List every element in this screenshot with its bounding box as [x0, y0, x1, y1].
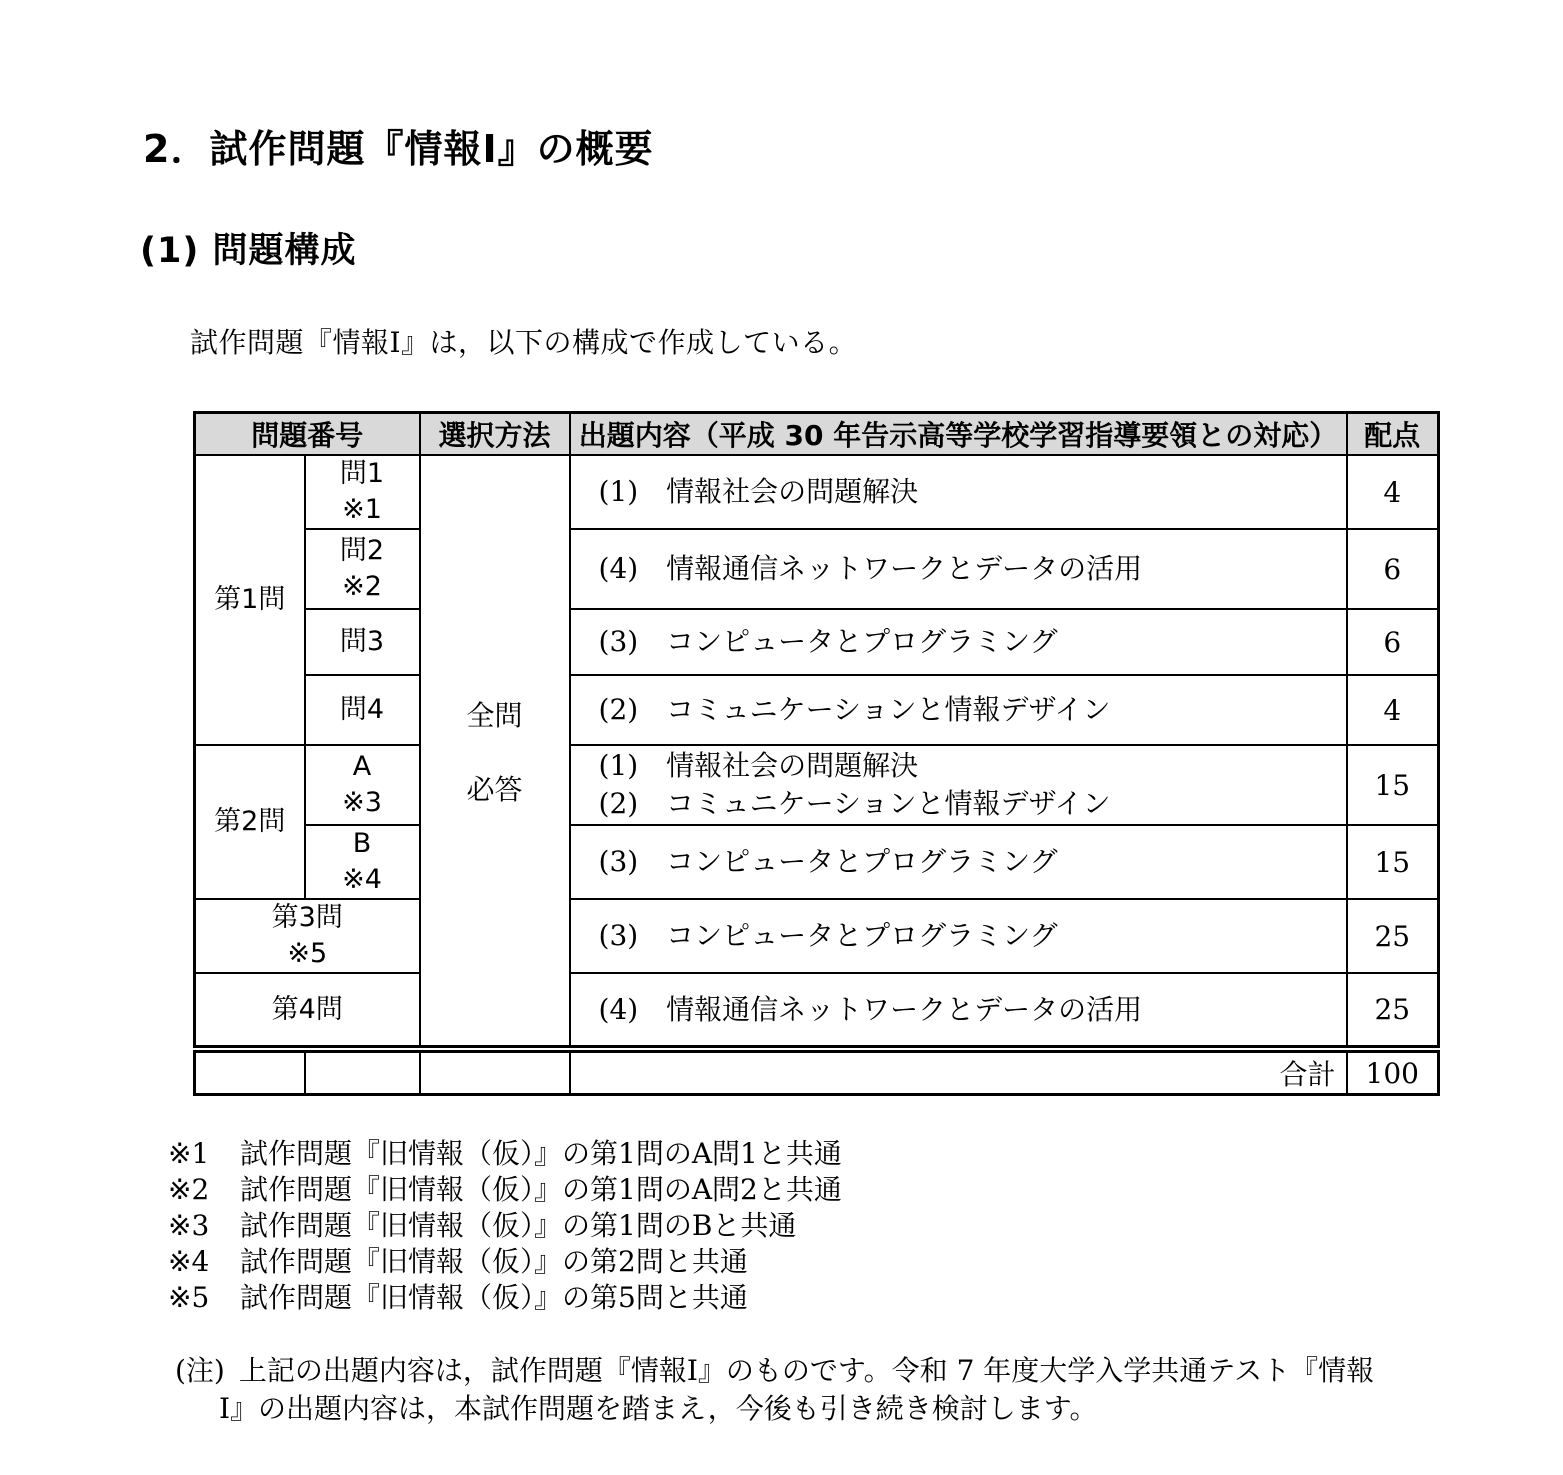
footnote-text: 試作問題『旧情報（仮）』の第2問と共通 [240, 1245, 748, 1278]
caution-label: (注) [175, 1354, 225, 1387]
total-label: 合計 [570, 1049, 1347, 1095]
footnote-5 [168, 1280, 1563, 1316]
footnote-1 [168, 1136, 1563, 1172]
caution-line1 [175, 1352, 1563, 1390]
col-header-selection-method: 選択方法 [420, 413, 570, 456]
content-cell: (2) コミュニケーションと情報デザイン [570, 675, 1347, 745]
question-structure-table [193, 411, 1440, 1096]
sub-question-note-ref: ※3 [342, 787, 382, 818]
points-cell: 6 [1347, 609, 1439, 675]
col-header-content: 出題内容（平成 30 年告示高等学校学習指導要領との対応） [570, 413, 1347, 456]
footnotes [168, 1136, 1563, 1316]
points-cell: 6 [1347, 529, 1439, 609]
content-cell: (1) 情報社会の問題解決 [570, 455, 1347, 529]
subsection-heading: (1) 問題構成 [140, 231, 357, 271]
content-cell [570, 745, 1347, 825]
points-cell: 4 [1347, 675, 1439, 745]
group-cell-question3 [195, 899, 420, 973]
footnote-3 [168, 1208, 1563, 1244]
content-cell: (4) 情報通信ネットワークとデータの活用 [570, 529, 1347, 609]
empty-cell [420, 1049, 570, 1095]
group-note-ref: ※5 [287, 938, 328, 969]
selection-method-cell [420, 455, 570, 1049]
footnote-text: 試作問題『旧情報（仮）』の第5問と共通 [240, 1281, 748, 1314]
total-points: 100 [1347, 1049, 1439, 1095]
sub-question-label: B [352, 828, 372, 859]
table-row [195, 455, 1439, 529]
table-row [195, 825, 1439, 899]
section-heading: 2．試作問題『情報Ⅰ』の概要 [143, 127, 654, 171]
caution-note [175, 1352, 1563, 1428]
sub-question-note-ref: ※2 [342, 571, 382, 602]
sub-question-note-ref: ※1 [342, 494, 382, 525]
footnote-label: ※4 [168, 1245, 210, 1278]
sub-question-cell: 問3 [305, 609, 420, 675]
caution-text: 上記の出題内容は，試作問題『情報Ⅰ』のものです。令和 7 年度大学入学共通テスト『情報 [238, 1354, 1375, 1387]
col-header-points: 配点 [1347, 413, 1439, 456]
group-cell-question2: 第2問 [195, 745, 305, 899]
footnote-label: ※5 [168, 1281, 210, 1314]
footnote-text: 試作問題『旧情報（仮）』の第1問のA問1と共通 [240, 1137, 842, 1170]
table-row [195, 609, 1439, 675]
content-cell: (4) 情報通信ネットワークとデータの活用 [570, 973, 1347, 1049]
footnote-4 [168, 1244, 1563, 1280]
table-row [195, 973, 1439, 1049]
empty-cell [195, 1049, 305, 1095]
table-row [195, 899, 1439, 973]
table-row [195, 675, 1439, 745]
table-row [195, 745, 1439, 825]
footnote-2 [168, 1172, 1563, 1208]
points-cell: 25 [1347, 899, 1439, 973]
sub-question-cell: 問4 [305, 675, 420, 745]
footnote-text: 試作問題『旧情報（仮）』の第1問のBと共通 [240, 1209, 797, 1242]
footnote-label: ※2 [168, 1173, 210, 1206]
sub-question-note-ref: ※4 [342, 864, 382, 895]
intro-text: 試作問題『情報Ⅰ』は，以下の構成で作成している。 [190, 326, 858, 359]
table-header-row [195, 413, 1439, 456]
group-cell-question1: 第1問 [195, 455, 305, 745]
group-label: 第3問 [271, 902, 343, 933]
sub-question-label: 問1 [339, 458, 385, 489]
method-line2: 必答 [466, 772, 523, 806]
sub-question-label: A [352, 751, 372, 782]
caution-line2: Ⅰ』の出題内容は，本試作問題を踏まえ，今後も引き続き検討します。 [219, 1392, 1098, 1425]
table-row [195, 529, 1439, 609]
points-cell: 4 [1347, 455, 1439, 529]
content-cell: (3) コンピュータとプログラミング [570, 825, 1347, 899]
content-line2: (2) コミュニケーションと情報デザイン [598, 787, 1111, 820]
sub-question-cell [305, 745, 420, 825]
footnote-label: ※3 [168, 1209, 210, 1242]
empty-cell [305, 1049, 420, 1095]
sub-question-cell [305, 529, 420, 609]
group-cell-question4: 第4問 [195, 973, 420, 1049]
points-cell: 15 [1347, 745, 1439, 825]
table-total-row [195, 1049, 1439, 1095]
points-cell: 25 [1347, 973, 1439, 1049]
footnote-label: ※1 [168, 1137, 210, 1170]
sub-question-cell [305, 825, 420, 899]
footnote-text: 試作問題『旧情報（仮）』の第1問のA問2と共通 [240, 1173, 842, 1206]
content-cell: (3) コンピュータとプログラミング [570, 609, 1347, 675]
content-line1: (1) 情報社会の問題解決 [598, 749, 919, 782]
points-cell: 15 [1347, 825, 1439, 899]
sub-question-cell [305, 455, 420, 529]
col-header-question-number: 問題番号 [195, 413, 420, 456]
sub-question-label: 問2 [339, 535, 385, 566]
content-cell: (3) コンピュータとプログラミング [570, 899, 1347, 973]
method-line1: 全問 [466, 698, 523, 732]
